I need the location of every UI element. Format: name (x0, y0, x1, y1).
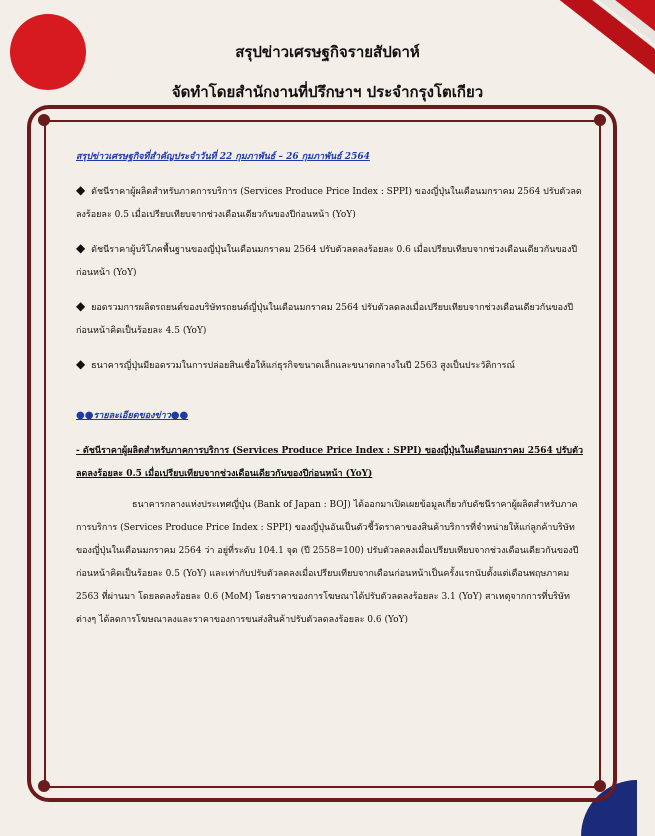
details-heading-text: รายละเอียดของข่าว (93, 411, 171, 421)
summary-bullet-text: ยอดรวมการผลิตรถยนต์ของบริษัทรถยนต์ญี่ปุ่นในเดือนมกราคม 2564 ปรับตัวลดลงเมื่อเปรียบเทียบจากช่วงเดือนเดียวกันของปีก่อนหน้าคิดเป็นร้อยละ 4.5 (YoY) (76, 303, 574, 336)
dots-left-icon: ●● (76, 410, 94, 421)
diamond-bullet-icon: ◆ (76, 299, 86, 313)
spacer (76, 378, 586, 404)
summary-bullet (76, 353, 586, 378)
details-heading (76, 404, 586, 428)
diamond-bullet-icon: ◆ (76, 357, 86, 371)
summary-bullet-text: ธนาคารญี่ปุ่นมียอดรวมในการปล่อยสินเชื่อให้แก่ธุรกิจขนาดเล็กและขนาดกลางในปี 2563 สูงเป็นประวัติการณ์ (91, 361, 515, 371)
document-title: สรุปข่าวเศรษฐกิจรายสัปดาห์ (235, 43, 420, 61)
summary-bullet-text: ดัชนีราคาผู้ผลิตสำหรับภาคการบริการ (Services Produce Price Index : SPPI) ของญี่ปุ่นในเดือนมกราคม 2564 ปรับตัวลดลงร้อยละ 0.5 เมื่อเปรียบเทียบจากช่วงเดือนเดียวกันของปีก่อนหน้า (YoY) (76, 187, 582, 220)
frame-corner-ornament (594, 114, 606, 126)
summary-bullet-text: ดัชนีราคาผู้บริโภคพื้นฐานของญี่ปุ่นในเดือนมกราคม 2564 ปรับตัวลดลงร้อยละ 0.6 เมื่อเปรียบเทียบจากช่วงเดือนเดียวกันของปีก่อนหน้า (YoY) (76, 245, 578, 278)
summary-bullet (76, 237, 586, 285)
summary-bullet (76, 295, 586, 343)
dots-right-icon: ●● (170, 410, 189, 421)
diamond-bullet-icon: ◆ (76, 183, 86, 197)
summary-heading: สรุปข่าวเศรษฐกิจที่สำคัญประจำวันที่ 22 กุมภาพันธ์ – 26 กุมภาพันธ์ 2564 (76, 152, 370, 162)
detail-paragraph: ธนาคารกลางแห่งประเทศญี่ปุ่น (Bank of Japan : BOJ) ได้ออกมาเปิดเผยข้อมูลเกี่ยวกับดัชนีราคาผู้ผลิตสำหรับภาคการบริการ (Services Produce Price Index : SPPI) ของญี่ปุ่นอันเป็นตัวชี้วัดราคาของสินค้าบริการที่จำหน่ายให้แก่ลูกค้าบริษัทของญี่ปุ่นในเดือนมกราคม 2564 ว่า อยู่ที่ระดับ 104.1 จุด (ปี 2558=100) ปรับตัวลดลงเมื่อเปรียบเทียบจากช่วงเดือนเดียวกันของปีก่อนหน้าคิดเป็นร้อยละ 0.5 (YoY) และเท่ากับปรับตัวลดลงเมื่อเปรียบเทียบจากเดือนก่อนหน้าเป็นครั้งแรกนับตั้งแต่เดือนพฤษภาคม 2563 ที่ผ่านมา โดยลดลงร้อยละ 0.6 (MoM) โดยราคาของการโฆษณาได้ปรับตัวลดลงร้อยละ 3.1 (YoY) สาเหตุจากการที่บริษัทต่างๆ ได้ลดการโฆษณาลงและราคาของการขนส่งสินค้าปรับตัวลดลงร้อยละ 0.6 (YoY) (76, 500, 579, 625)
document-body (76, 146, 586, 632)
detail-subheading: - ดัชนีราคาผู้ผลิตสำหรับภาคการบริการ (Services Produce Price Index : SPPI) ของญี่ปุ่นในเดือนมกราคม 2564 ปรับตัวลดลงร้อยละ 0.5 เมื่อเปรียบเทียบจากช่วงเดือนเดียวกันของปีก่อนหน้า (YoY) (76, 446, 584, 479)
summary-bullet (76, 179, 586, 227)
frame-corner-ornament (38, 114, 50, 126)
diamond-bullet-icon: ◆ (76, 241, 86, 255)
frame-corner-ornament (594, 780, 606, 792)
document-subtitle: จัดทำโดยสำนักงานที่ปรึกษาฯ ประจำกรุงโตเกียว (171, 83, 484, 101)
frame-corner-ornament (38, 780, 50, 792)
